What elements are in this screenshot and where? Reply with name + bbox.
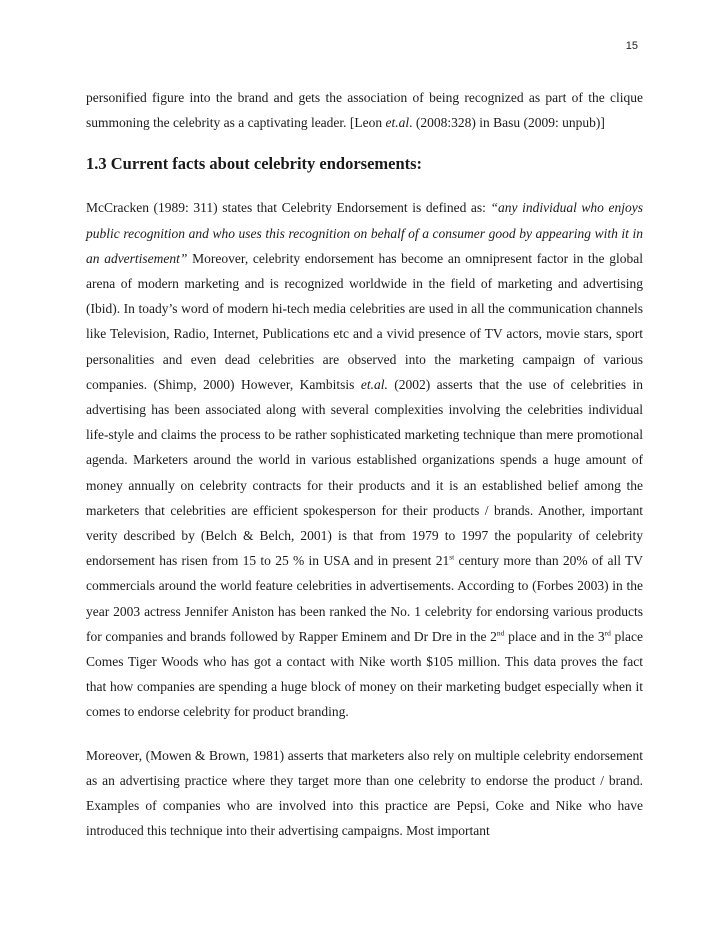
para2-sup-rd: rd	[604, 628, 611, 638]
para2-text-6: place Comes Tiger Woods who has got a contact with Nike worth $105 million. This data proves the fact that how companies are spending a huge block of money on their marketing budget especially when it comes to endorse celebrity for product branding.	[86, 628, 643, 720]
paragraph-current-facts	[86, 195, 643, 724]
section-heading: 1.3 Current facts about celebrity endorsements:	[86, 154, 423, 174]
paragraph-continuation	[86, 85, 643, 135]
page-number: 15	[625, 40, 638, 52]
para2-quote: “any individual who enjoys public recognition and who uses this recognition on behalf of a consumer good by appearing with it in an advertisement”	[86, 200, 643, 266]
para1-text-2: . (2008:328) in Basu (2009: unpub)]	[409, 115, 605, 131]
para1-text-1: personified figure into the brand and gets the association of being recognized as part of the clique summoning the celebrity as a captivating leader. [Leon	[86, 90, 643, 131]
para2-text-3: (2002) asserts that the use of celebrities in advertising has been associated along with several complexities involving the celebrities individual life-style and claims the process to be rather sophisticated marketing technique than mere promotional agenda. Marketers around the world in various established organizations spends a huge amount of money annually on celebrity contracts for their products and it is an established belief among the marketers that celebrities are efficient spokesperson for their products / brands. Another, important verity described by (Belch & Belch, 2001) is that from 1979 to 1997 the popularity of celebrity endorsement has risen from 15 to 25 % in USA and in present 21	[86, 376, 643, 569]
paragraph-multiple-endorsement: Moreover, (Mowen & Brown, 1981) asserts that marketers also rely on multiple celebrity endorsement as an advertising practice where they target more than one celebrity to endorse the product / brand. Examples of companies who are involved into this practice are Pepsi, Coke and Nike who have introduced this technique into their advertising campaigns. Most important	[86, 747, 643, 839]
para2-etal: et.al.	[360, 376, 388, 392]
para2-sup-st: st	[449, 552, 455, 562]
page-body	[86, 85, 643, 843]
para1-etal: et.al	[385, 115, 410, 131]
para2-text-4: century more than 20% of all TV commercials around the world feature celebrities in advertisements. According to (Forbes 2003) in the year 2003 actress Jennifer Aniston has been ranked the No. 1 celebrity for endorsing various products for companies and brands followed by Rapper Eminem and Dr Dre in the 2	[86, 553, 643, 644]
para2-text-5: place and in the 3	[504, 628, 605, 644]
para2-text-1: McCracken (1989: 311) states that Celebrity Endorsement is defined as:	[86, 200, 491, 216]
para2-sup-nd: nd	[496, 628, 505, 638]
para2-text-2: Moreover, celebrity endorsement has become an omnipresent factor in the global arena of modern marketing and is recognized worldwide in the field of marketing and advertising (Ibid). In toady’s word of modern hi-tech media celebrities are used in all the communication channels like Television, Radio, Internet, Publications etc and a vivid presence of TV actors, movie stars, sport personalities and even dead celebrities are observed into the marketing campaign of various companies. (Shimp, 2000) However, Kambitsis	[86, 250, 643, 392]
